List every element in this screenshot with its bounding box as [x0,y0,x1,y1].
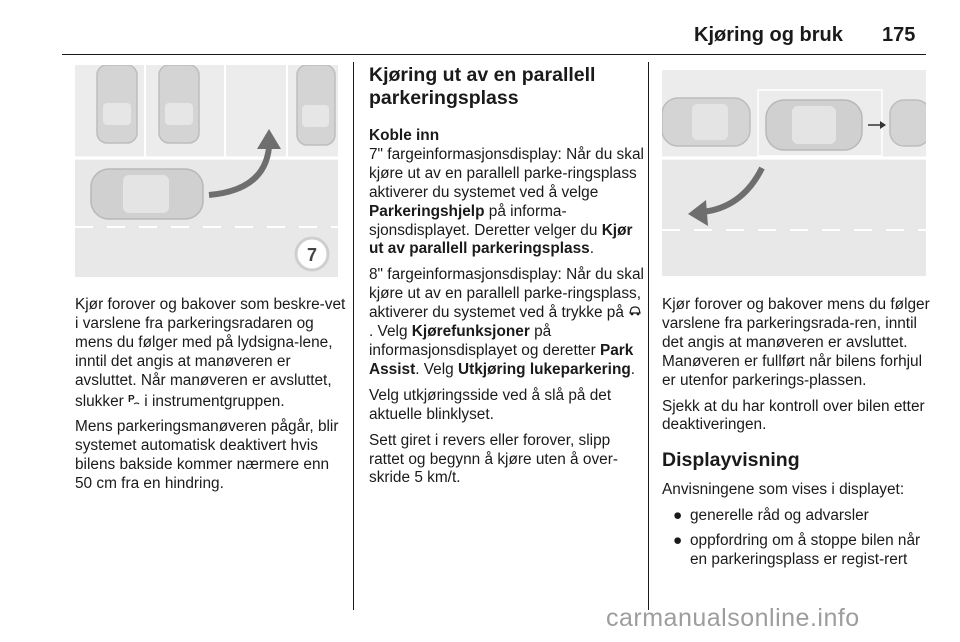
bullet-icon: ● [673,532,683,550]
header-rule [62,54,926,55]
paragraph: Kjør forover og bakover som beskre-vet i varslene fra parkeringsradaren og mens du følger med på lydsigna-lene, inntil det angis at manøveren er avsluttet. Når manøveren er avsluttet, slukker P i instrumentgruppen. [75,296,346,410]
heading-displayvisning: Displayvisning [662,449,800,472]
paragraph: Velg utkjøringsside ved å slå på det aktuelle blinklyset. [369,386,612,423]
list-item: ● generelle råd og advarsler [673,507,869,525]
paragraph: Sjekk at du har kontroll over bilen etter deaktiveringen. [662,397,925,434]
parking-assist-icon [128,391,140,412]
paragraph: 7" fargeinformasjonsdisplay: Når du skal kjøre ut av en parallell parke-ringsplass aktiverer du systemet ved å velge Parkeringshjelp på informa-sjonsdisplayet. Deretter velger du Kjør ut av parallell parkeringsplass. [369,145,644,258]
watermark: carmanualsonline.info [606,604,860,632]
parking-maneuver-drawing [75,65,338,277]
paragraph: Sett giret i revers eller forover, slipp rattet og begynn å kjøre uten å over-skride 5 km/t. [369,431,618,487]
paragraph: Anvisningene som vises i displayet: [662,481,905,499]
paragraph: 8" fargeinformasjonsdisplay: Når du skal kjøre ut av en parallell parke-ringsplass, aktiverer du systemet ved å trykke på . Velg Kjørefunksjoner på informasjonsdisplayet og deretter Park Assist. Velg Utkjøring lukeparkering. [369,266,644,378]
paragraph: Kjør forover og bakover mens du følger varslene fra parkeringsrada-ren, inntil det angis at manøveren er avsluttet. Manøveren er fullført når bilens forhjul er utenfor parkerings-plassen. [662,296,930,389]
car-icon [628,304,642,323]
illustration-parking-maneuver [75,65,338,277]
column-divider-1 [353,62,354,610]
figure-badge: 7 [306,245,318,265]
column-left-text [75,296,350,501]
page-header-title: Kjøring og bruk [694,24,843,46]
section-title: Kjøring ut av en parallell parkeringsplass [369,64,596,109]
subheading: Koble inn [369,127,440,144]
svg-text:P: P [128,393,135,405]
paragraph: Mens parkeringsmanøveren pågår, blir systemet automatisk deaktivert hvis bilens bakside kommer nærmere enn 50 cm fra en hindring. [75,418,339,493]
page-number: 175 [882,24,916,46]
column-right-text [662,296,932,576]
column-middle-text [369,64,645,495]
list-item: ● oppfordring om å stoppe bilen når en parkeringsplass er regist-rert [673,532,921,569]
exit-parking-drawing [662,70,926,276]
bullet-icon: ● [673,507,683,525]
column-divider-2 [648,62,649,610]
bullet-list [662,507,932,570]
illustration-exit-parallel-parking [662,70,926,276]
